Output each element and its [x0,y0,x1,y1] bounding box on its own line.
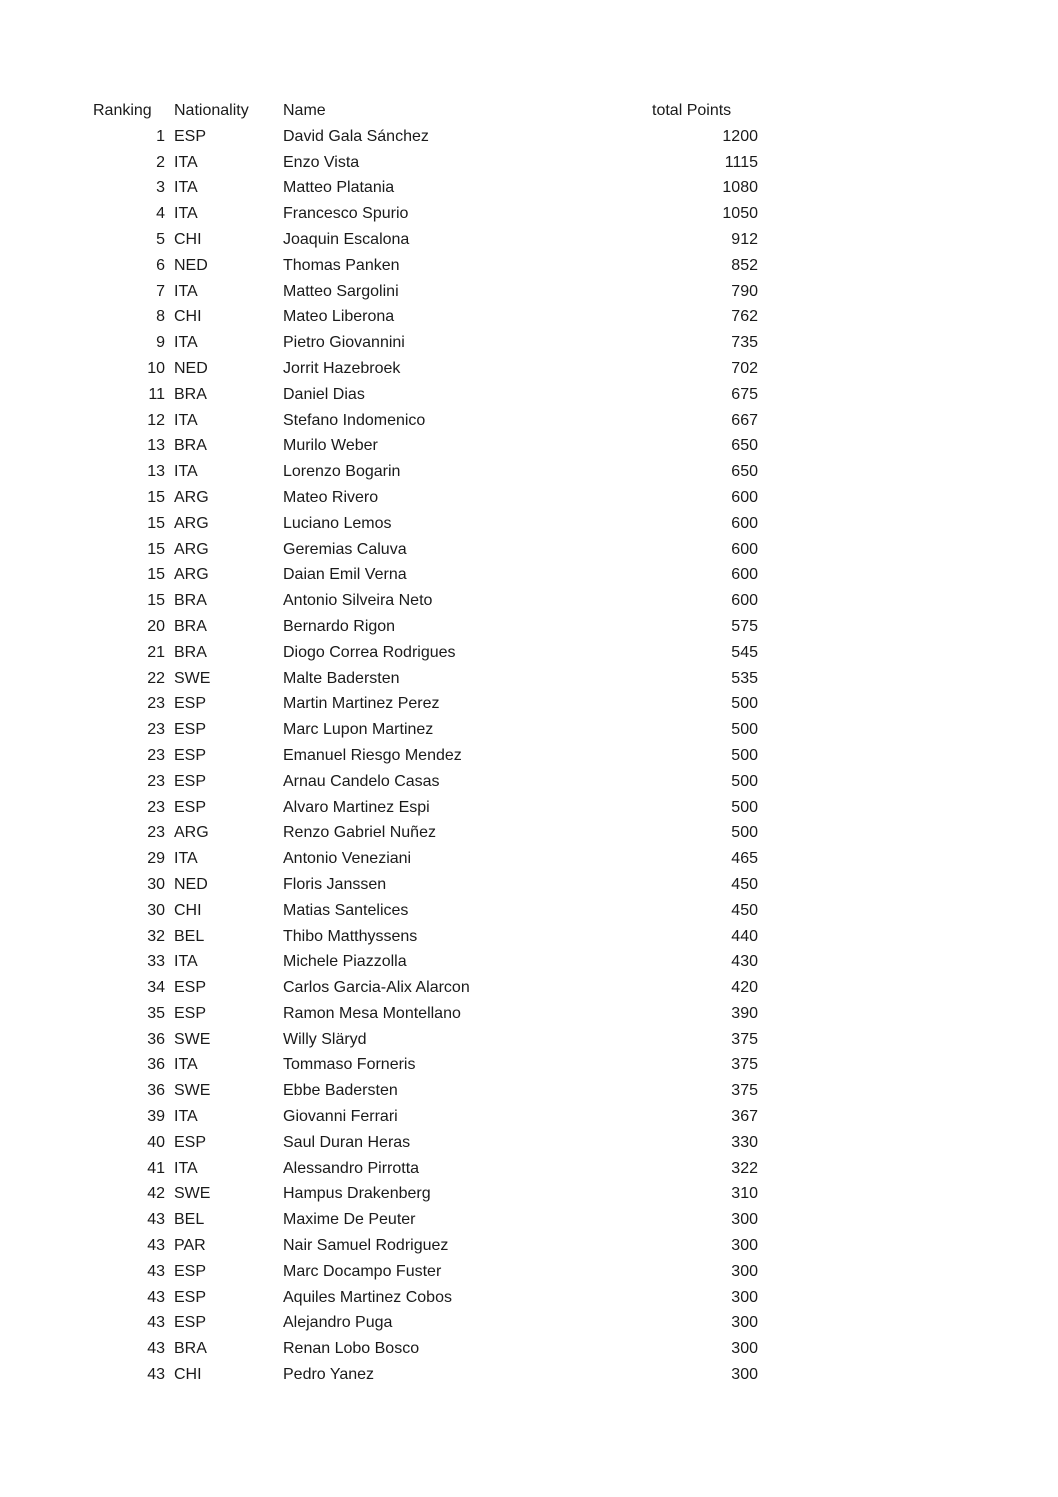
points-cell: 367 [731,1108,758,1126]
rank-cell: 34 [147,979,165,997]
table-header-row [93,98,793,124]
rank-cell: 15 [147,488,165,506]
rank-cell: 23 [147,824,165,842]
nationality-cell: SWE [174,1030,211,1048]
table-row [93,820,793,846]
nationality-cell: ITA [174,282,198,300]
points-cell: 390 [731,1004,758,1022]
points-cell: 650 [731,463,758,481]
rank-cell: 10 [147,359,165,377]
name-cell: Daniel Dias [283,385,365,403]
nationality-cell: BRA [174,1340,207,1358]
table-row [93,1207,793,1233]
points-cell: 330 [731,1133,758,1151]
points-cell: 500 [731,824,758,842]
rank-cell: 2 [156,153,165,171]
name-cell: Marc Lupon Martinez [283,721,434,739]
table-row [93,1259,793,1285]
nationality-cell: ESP [174,772,207,790]
rank-cell: 36 [147,1082,165,1100]
nationality-cell: ESP [174,127,207,145]
rank-cell: 7 [156,282,165,300]
rank-cell: 36 [147,1056,165,1074]
nationality-cell: ARG [174,566,209,584]
nationality-cell: ESP [174,1314,207,1332]
points-cell: 600 [731,540,758,558]
rank-cell: 15 [147,540,165,558]
table-row [93,614,793,640]
rank-cell: 23 [147,721,165,739]
table-row [93,537,793,563]
name-cell: Thomas Panken [283,256,400,274]
name-cell: Pietro Giovannini [283,334,405,352]
nationality-cell: BRA [174,592,207,610]
name-cell: Ramon Mesa Montellano [283,1004,461,1022]
name-cell: Tommaso Forneris [283,1056,416,1074]
points-cell: 300 [731,1237,758,1255]
table-row [93,666,793,692]
rank-cell: 15 [147,514,165,532]
points-cell: 1200 [722,127,758,145]
nationality-cell: ESP [174,1004,207,1022]
name-cell: Ebbe Badersten [283,1082,398,1100]
header-name: Name [283,102,326,119]
points-cell: 702 [731,359,758,377]
table-row [93,691,793,717]
rank-cell: 21 [147,643,165,661]
rank-cell: 40 [147,1133,165,1151]
table-row [93,640,793,666]
rank-cell: 5 [156,230,165,248]
name-cell: David Gala Sánchez [283,127,429,145]
name-cell: Murilo Weber [283,437,378,455]
name-cell: Enzo Vista [283,153,360,171]
table-row [93,356,793,382]
table-row [93,872,793,898]
table-row [93,1130,793,1156]
name-cell: Daian Emil Verna [283,566,407,584]
points-cell: 600 [731,514,758,532]
nationality-cell: ITA [174,850,198,868]
table-row [93,1078,793,1104]
nationality-cell: ITA [174,205,198,223]
nationality-cell: BRA [174,437,207,455]
name-cell: Arnau Candelo Casas [283,772,440,790]
nationality-cell: ITA [174,1159,198,1177]
rank-cell: 13 [147,437,165,455]
nationality-cell: CHI [174,1366,202,1384]
name-cell: Pedro Yanez [283,1366,375,1384]
name-cell: Thibo Matthyssens [283,927,418,945]
rank-cell: 15 [147,566,165,584]
rank-cell: 23 [147,798,165,816]
table-row [93,1181,793,1207]
name-cell: Bernardo Rigon [283,617,396,635]
name-cell: Alvaro Martinez Espi [283,798,430,816]
name-cell: Emanuel Riesgo Mendez [283,746,462,764]
points-cell: 600 [731,488,758,506]
points-cell: 675 [731,385,758,403]
nationality-cell: SWE [174,1082,211,1100]
rank-cell: 9 [156,334,165,352]
nationality-cell: ESP [174,1133,207,1151]
nationality-cell: CHI [174,308,202,326]
nationality-cell: ARG [174,540,209,558]
table-row [93,433,793,459]
rank-cell: 39 [147,1108,165,1126]
name-cell: Carlos Garcia-Alix Alarcon [283,979,470,997]
table-row [93,769,793,795]
rank-cell: 43 [147,1262,165,1280]
name-cell: Martin Martinez Perez [283,695,440,713]
rank-cell: 29 [147,850,165,868]
table-row [93,846,793,872]
nationality-cell: ITA [174,953,198,971]
points-cell: 735 [731,334,758,352]
table-row [93,511,793,537]
name-cell: Marc Docampo Fuster [283,1262,442,1280]
points-cell: 465 [731,850,758,868]
table-row [93,588,793,614]
rank-cell: 43 [147,1314,165,1332]
table-row [93,1001,793,1027]
nationality-cell: BRA [174,643,207,661]
rank-cell: 23 [147,695,165,713]
name-cell: Malte Badersten [283,669,400,687]
name-cell: Antonio Silveira Neto [283,592,433,610]
table-row [93,1362,793,1388]
name-cell: Luciano Lemos [283,514,392,532]
table-row [93,1336,793,1362]
nationality-cell: NED [174,875,208,893]
name-cell: Mateo Rivero [283,488,379,506]
name-cell: Willy Släryd [283,1030,367,1048]
points-cell: 310 [731,1185,758,1203]
points-cell: 1115 [724,153,758,171]
rank-cell: 43 [147,1340,165,1358]
rank-cell: 30 [147,875,165,893]
name-cell: Alejandro Puga [283,1314,393,1332]
table-row [93,1052,793,1078]
table-row [93,408,793,434]
points-cell: 500 [731,798,758,816]
points-cell: 450 [731,875,758,893]
ranking-table [93,98,793,1388]
table-row [93,330,793,356]
table-row [93,1156,793,1182]
header-nationality: Nationality [174,102,249,119]
table-row [93,124,793,150]
nationality-cell: CHI [174,901,202,919]
points-cell: 375 [731,1056,758,1074]
table-row [93,1104,793,1130]
points-cell: 852 [731,256,758,274]
name-cell: Jorrit Hazebroek [283,359,401,377]
table-row [93,924,793,950]
nationality-cell: ESP [174,695,207,713]
points-cell: 322 [731,1159,758,1177]
nationality-cell: ITA [174,1056,198,1074]
table-row [93,1233,793,1259]
nationality-cell: ITA [174,1108,198,1126]
nationality-cell: BEL [174,927,205,945]
header-points: total Points [652,102,732,119]
points-cell: 420 [731,979,758,997]
name-cell: Renan Lobo Bosco [283,1340,420,1358]
name-cell: Hampus Drakenberg [283,1185,431,1203]
rank-cell: 43 [147,1288,165,1306]
name-cell: Joaquin Escalona [283,230,410,248]
name-cell: Nair Samuel Rodriguez [283,1237,449,1255]
points-cell: 500 [731,721,758,739]
points-cell: 1050 [722,205,758,223]
points-cell: 600 [731,592,758,610]
table-row [93,253,793,279]
points-cell: 300 [731,1366,758,1384]
nationality-cell: BRA [174,617,207,635]
table-row [93,227,793,253]
nationality-cell: NED [174,256,208,274]
table-row [93,743,793,769]
rank-cell: 42 [147,1185,165,1203]
nationality-cell: ESP [174,1288,207,1306]
points-cell: 450 [731,901,758,919]
points-cell: 300 [731,1211,758,1229]
points-cell: 912 [731,230,758,248]
table-row [93,1285,793,1311]
nationality-cell: ESP [174,1262,207,1280]
rank-cell: 43 [147,1211,165,1229]
name-cell: Antonio Veneziani [283,850,412,868]
rank-cell: 22 [147,669,165,687]
rank-cell: 13 [147,463,165,481]
rank-cell: 20 [147,617,165,635]
name-cell: Aquiles Martinez Cobos [283,1288,452,1306]
rank-cell: 23 [147,772,165,790]
rank-cell: 11 [148,385,165,403]
nationality-cell: NED [174,359,208,377]
nationality-cell: ARG [174,514,209,532]
points-cell: 375 [731,1030,758,1048]
points-cell: 500 [731,746,758,764]
nationality-cell: ITA [174,334,198,352]
nationality-cell: ARG [174,488,209,506]
points-cell: 545 [731,643,758,661]
table-body [93,124,793,1388]
name-cell: Floris Janssen [283,875,387,893]
points-cell: 790 [731,282,758,300]
table-row [93,459,793,485]
nationality-cell: ESP [174,721,207,739]
table-row [93,175,793,201]
points-cell: 600 [731,566,758,584]
name-cell: Renzo Gabriel Nuñez [283,824,436,842]
name-cell: Saul Duran Heras [283,1133,411,1151]
name-cell: Stefano Indomenico [283,411,426,429]
nationality-cell: CHI [174,230,202,248]
rank-cell: 4 [156,205,165,223]
name-cell: Francesco Spurio [283,205,409,223]
rank-cell: 43 [147,1237,165,1255]
points-cell: 500 [731,772,758,790]
table-row [93,975,793,1001]
table-row [93,795,793,821]
nationality-cell: ARG [174,824,209,842]
points-cell: 300 [731,1314,758,1332]
points-cell: 300 [731,1262,758,1280]
name-cell: Giovanni Ferrari [283,1108,398,1126]
points-cell: 762 [731,308,758,326]
rank-cell: 3 [156,179,165,197]
rank-cell: 41 [147,1159,165,1177]
rank-cell: 32 [147,927,165,945]
table-row [93,1027,793,1053]
nationality-cell: SWE [174,1185,211,1203]
nationality-cell: BRA [174,385,207,403]
nationality-cell: ITA [174,179,198,197]
name-cell: Michele Piazzolla [283,953,407,971]
nationality-cell: ITA [174,153,198,171]
table-row [93,150,793,176]
table-row [93,562,793,588]
table-row [93,304,793,330]
name-cell: Mateo Liberona [283,308,395,326]
table-row [93,949,793,975]
points-cell: 667 [731,411,758,429]
table-row [93,717,793,743]
header-ranking: Ranking [93,102,152,119]
points-cell: 375 [731,1082,758,1100]
table-row [93,898,793,924]
table-row [93,279,793,305]
points-cell: 300 [731,1340,758,1358]
name-cell: Lorenzo Bogarin [283,463,401,481]
name-cell: Maxime De Peuter [283,1211,416,1229]
nationality-cell: ITA [174,411,198,429]
name-cell: Matteo Sargolini [283,282,399,300]
points-cell: 500 [731,695,758,713]
points-cell: 1080 [722,179,758,197]
points-cell: 535 [731,669,758,687]
rank-cell: 15 [147,592,165,610]
table-row [93,485,793,511]
nationality-cell: ESP [174,798,207,816]
rank-cell: 33 [147,953,165,971]
points-cell: 650 [731,437,758,455]
points-cell: 300 [731,1288,758,1306]
points-cell: 440 [731,927,758,945]
table-row [93,201,793,227]
rank-cell: 1 [156,127,165,145]
nationality-cell: BEL [174,1211,205,1229]
name-cell: Geremias Caluva [283,540,407,558]
name-cell: Alessandro Pirrotta [283,1159,420,1177]
nationality-cell: ITA [174,463,198,481]
rank-cell: 36 [147,1030,165,1048]
rank-cell: 43 [147,1366,165,1384]
nationality-cell: SWE [174,669,211,687]
name-cell: Diogo Correa Rodrigues [283,643,456,661]
table-row [93,1310,793,1336]
nationality-cell: ESP [174,746,207,764]
rank-cell: 12 [147,411,165,429]
rank-cell: 23 [147,746,165,764]
points-cell: 430 [731,953,758,971]
rank-cell: 35 [147,1004,165,1022]
nationality-cell: ESP [174,979,207,997]
table-row [93,382,793,408]
rank-cell: 30 [147,901,165,919]
name-cell: Matteo Platania [283,179,395,197]
nationality-cell: PAR [174,1237,206,1255]
rank-cell: 6 [156,256,165,274]
rank-cell: 8 [156,308,165,326]
name-cell: Matias Santelices [283,901,409,919]
points-cell: 575 [731,617,758,635]
